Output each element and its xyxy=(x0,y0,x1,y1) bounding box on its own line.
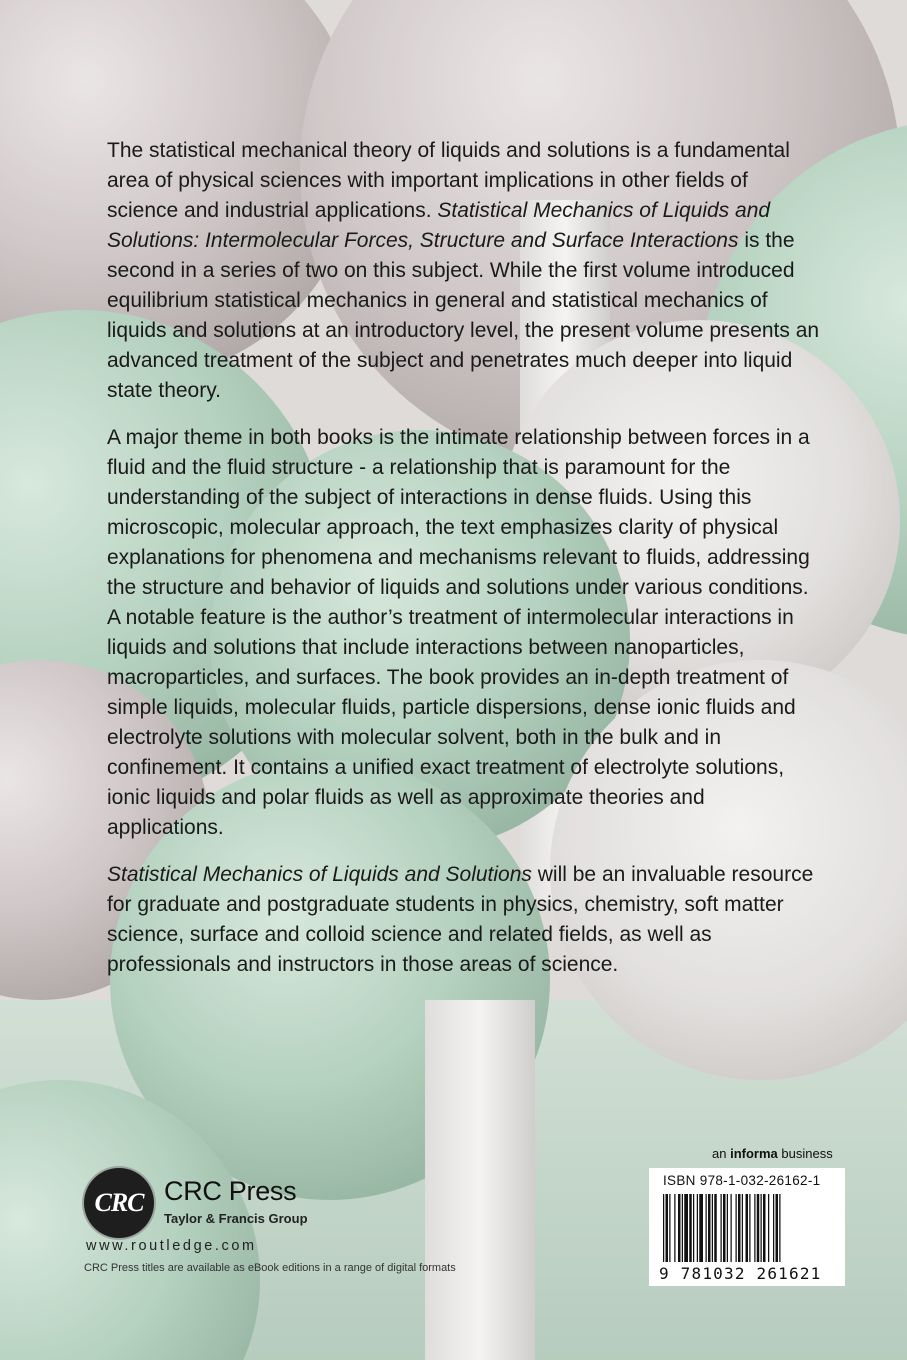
barcode-bar xyxy=(779,1194,780,1262)
book-title-short-italic: Statistical Mechanics of Liquids and Solutions xyxy=(107,863,532,886)
barcode-bar xyxy=(682,1194,683,1262)
blurb-paragraph-3 xyxy=(107,860,823,980)
barcode-icon xyxy=(663,1194,833,1264)
publisher-group: Taylor & Francis Group xyxy=(164,1211,308,1226)
blurb-paragraph-1 xyxy=(107,136,823,406)
barcode-bar xyxy=(697,1194,698,1262)
barcode-bar xyxy=(763,1194,766,1262)
blurb-p1-rest: is the second in a series of two on this subject. While the first volume introduced equilibrium statistical mechanics in general and statistical mechanics of liquids and solutions at an introductory level, the present volume presents an advanced treatment of the subject and penetrates much deeper into liquid state theory. xyxy=(107,229,820,402)
barcode-bar xyxy=(699,1194,703,1262)
barcode-bar xyxy=(666,1194,669,1262)
blurb-text xyxy=(107,136,823,997)
blurb-p1-intro: The statistical mechanical theory of liquids and solutions is a fundamental area of physical sciences with important implications in other fields of science and industrial applications. xyxy=(107,139,790,222)
barcode-bar xyxy=(684,1194,688,1262)
barcode-bar xyxy=(721,1194,722,1262)
barcode-bar xyxy=(736,1194,737,1262)
blurb-paragraph-2: A major theme in both books is the intimate relationship between forces in a fluid and the fluid structure - a relationship that is paramount for the understanding of the subject of interactions in dense fluids. Using this microscopic, molecular approach, the text emphasizes clarity of physical explanations for phenomena and mechanisms relevant to fluids, addressing the structure and behavior of liquids and solutions under various conditions. A notable feature is the author’s treatment of intermolecular interactions in liquids and solutions that include interactions between nanoparticles, macroparticles, and surfaces. The book provides an in-depth treatment of simple liquids, molecular fluids, particle dispersions, dense ionic fluids and electrolyte solutions with molecular solvent, both in the bulk and in confinement. It contains a unified exact treatment of electrolyte solutions, ionic liquids and polar fluids as well as approximate theories and applications. xyxy=(107,426,810,839)
book-title-italic: Statistical Mechanics of Liquids and Solutions: Intermolecular Forces, Structure and Surface Interactions xyxy=(107,199,771,252)
informa-business-line: an informa business xyxy=(712,1146,833,1161)
barcode-bar xyxy=(749,1194,750,1262)
publisher-block xyxy=(84,1156,504,1286)
barcode-bar xyxy=(761,1194,762,1262)
barcode-bar xyxy=(773,1194,774,1262)
barcode-digits: 9 781032 261621 xyxy=(659,1264,822,1283)
barcode-bar xyxy=(776,1194,779,1262)
barcode-bar xyxy=(689,1194,692,1262)
barcode-bar xyxy=(738,1194,741,1262)
barcode-bar xyxy=(674,1194,675,1262)
barcode-bar xyxy=(757,1194,760,1262)
barcode-bar xyxy=(768,1194,769,1262)
barcode-bar xyxy=(663,1194,664,1262)
barcode-bar xyxy=(678,1194,681,1262)
barcode-bar xyxy=(706,1194,707,1262)
barcode-bar xyxy=(712,1194,713,1262)
barcode-bar xyxy=(669,1194,670,1262)
informa-brand: informa xyxy=(730,1146,778,1161)
publisher-name: CRC Press xyxy=(164,1176,297,1206)
blurb-p3-rest: will be an invaluable resource for graduate and postgraduate students in physics, chemistry, soft matter science, surface and colloid science and related fields, as well as professionals and instructors in those areas of science. xyxy=(107,863,814,976)
barcode-bar xyxy=(714,1194,717,1262)
barcode-bar xyxy=(731,1194,732,1262)
barcode-bar xyxy=(723,1194,726,1262)
barcode-bar xyxy=(727,1194,728,1262)
barcode-bar xyxy=(746,1194,749,1262)
barcode-bar xyxy=(708,1194,711,1262)
publisher-website: www.routledge.com xyxy=(86,1238,257,1254)
barcode-bar xyxy=(742,1194,743,1262)
barcode-bar xyxy=(693,1194,694,1262)
crc-logo-icon: CRC xyxy=(84,1168,154,1238)
barcode-bar xyxy=(754,1194,755,1262)
ebook-note: CRC Press titles are available as eBook editions in a range of digital formats xyxy=(84,1262,456,1274)
isbn-barcode-box xyxy=(649,1168,845,1286)
isbn-label: ISBN 978-1-032-26162-1 xyxy=(663,1173,821,1188)
